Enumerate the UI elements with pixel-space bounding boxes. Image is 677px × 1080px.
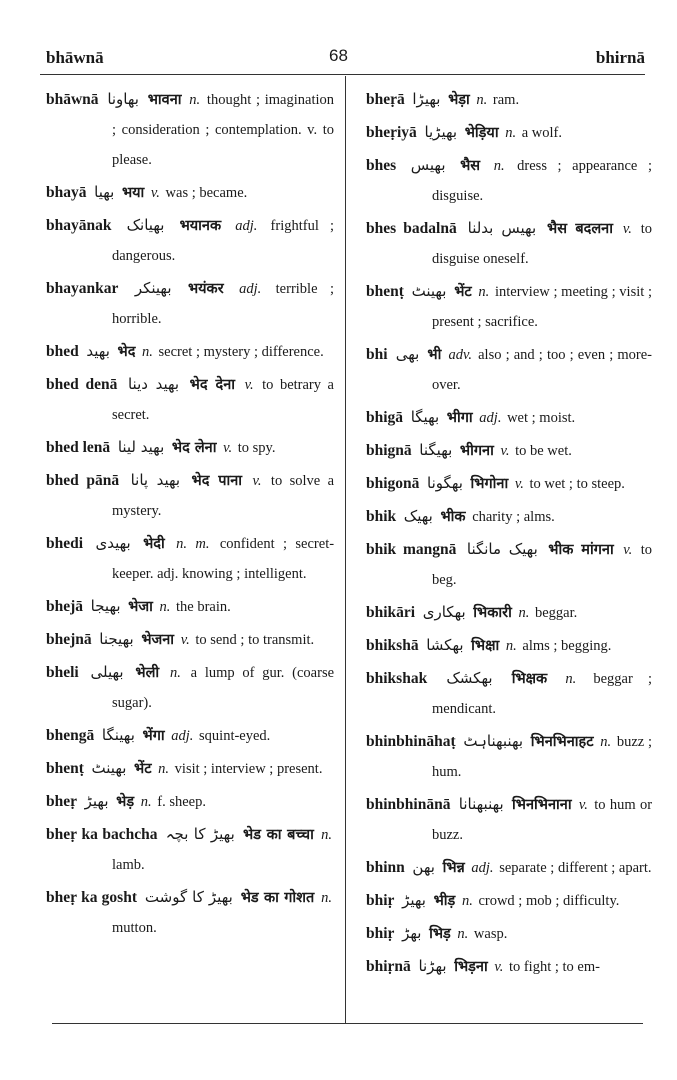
part-of-speech: n. bbox=[140, 794, 152, 810]
part-of-speech: n. bbox=[478, 284, 490, 300]
headword: bhed denā bbox=[46, 376, 118, 393]
hindi-spelling: भयानक bbox=[179, 218, 222, 234]
urdu-spelling: بھینکر bbox=[134, 279, 172, 297]
part-of-speech: v. bbox=[252, 473, 262, 489]
page-header bbox=[0, 44, 677, 72]
headword: bhinbhināhaṭ bbox=[366, 733, 456, 750]
dictionary-entry bbox=[46, 465, 334, 526]
headword: bhes badalnā bbox=[366, 220, 457, 237]
headword: bhik bbox=[366, 508, 397, 525]
dictionary-entry bbox=[366, 534, 652, 595]
dictionary-entry bbox=[46, 591, 334, 622]
dictionary-entry bbox=[366, 402, 652, 433]
hindi-spelling: भिनभिनाहट bbox=[530, 734, 594, 750]
headword: bhāwnā bbox=[46, 91, 99, 108]
hindi-spelling: भेजना bbox=[141, 632, 175, 648]
headword: bhinn bbox=[366, 859, 405, 876]
urdu-spelling: بھید پانا bbox=[130, 471, 181, 489]
definition: visit ; interview ; present. bbox=[174, 761, 323, 777]
hindi-spelling: भेली bbox=[135, 665, 160, 681]
headword: bhikāri bbox=[366, 604, 416, 621]
dictionary-entry bbox=[366, 213, 652, 274]
headword: bhinbhinānā bbox=[366, 796, 451, 813]
urdu-spelling: بھیانک bbox=[126, 216, 165, 234]
hindi-spelling: भीगा bbox=[446, 410, 473, 426]
headword: bheṛ bbox=[46, 793, 77, 810]
hindi-spelling: भीड़ bbox=[433, 893, 456, 909]
hindi-spelling: भिन्न bbox=[442, 860, 465, 876]
headword: bhiṛ bbox=[366, 892, 395, 909]
urdu-spelling: بھینٹ bbox=[411, 282, 447, 300]
hindi-spelling: भेद पाना bbox=[191, 473, 243, 489]
headword: bhejā bbox=[46, 598, 84, 615]
hindi-spelling: भेद लेना bbox=[171, 440, 217, 456]
part-of-speech: adj. bbox=[171, 728, 194, 744]
right-column bbox=[366, 84, 652, 984]
hindi-spelling: भिकारी bbox=[473, 605, 512, 621]
part-of-speech: v. bbox=[244, 377, 254, 393]
dictionary-entry bbox=[366, 276, 652, 337]
dictionary-entry bbox=[46, 273, 334, 334]
hindi-spelling: भेजा bbox=[128, 599, 153, 615]
definition: squint-eyed. bbox=[199, 728, 271, 744]
hindi-spelling: भिड़ bbox=[429, 926, 451, 942]
headword: bhenṭ bbox=[46, 760, 84, 777]
urdu-spelling: بھید لینا bbox=[117, 438, 165, 456]
definition: beggar. bbox=[534, 605, 578, 621]
definition: wasp. bbox=[473, 926, 508, 942]
urdu-spelling: بھگونا bbox=[427, 474, 463, 492]
definition: to disguise oneself. bbox=[432, 221, 653, 267]
headword: bhigonā bbox=[366, 475, 420, 492]
dictionary-entry bbox=[46, 336, 334, 367]
part-of-speech: n. bbox=[518, 605, 530, 621]
urdu-spelling: بھیڑا bbox=[412, 90, 441, 108]
headword: bhayankar bbox=[46, 280, 119, 297]
urdu-spelling: بھاونا bbox=[107, 90, 139, 108]
dictionary-entry bbox=[366, 951, 652, 982]
hindi-spelling: भी bbox=[427, 347, 442, 363]
part-of-speech: n. bbox=[169, 665, 181, 681]
headword: bheli bbox=[46, 664, 79, 681]
hindi-spelling: भीगना bbox=[459, 443, 494, 459]
part-of-speech: n. bbox=[189, 92, 201, 108]
part-of-speech: n. bbox=[505, 638, 517, 654]
definition: to hum or buzz. bbox=[432, 797, 653, 843]
hindi-spelling: भेड का गोशत bbox=[240, 890, 315, 906]
urdu-spelling: بھکشا bbox=[426, 636, 464, 654]
headword: bheṛ ka gosht bbox=[46, 889, 137, 906]
headword: bhed bbox=[46, 343, 79, 360]
urdu-spelling: بھید دینا bbox=[127, 375, 180, 393]
guide-word-left: bhāwnā bbox=[46, 48, 104, 67]
dictionary-entry bbox=[46, 720, 334, 751]
dictionary-entry bbox=[366, 117, 652, 148]
dictionary-entry bbox=[366, 726, 652, 787]
urdu-spelling: بھیڑ bbox=[84, 792, 109, 810]
definition: secret ; mystery ; difference. bbox=[158, 344, 324, 360]
hindi-spelling: भयंकर bbox=[187, 281, 224, 297]
definition: confident ; secret-keeper. adj. knowing ; intelligent. bbox=[112, 536, 335, 582]
part-of-speech: n. bbox=[321, 890, 333, 906]
part-of-speech: v. bbox=[514, 476, 524, 492]
definition: to fight ; to em- bbox=[508, 959, 600, 975]
dictionary-entry bbox=[366, 84, 652, 115]
urdu-spelling: بھیک bbox=[403, 507, 433, 525]
headword: bhi bbox=[366, 346, 388, 363]
headword: bhayā bbox=[46, 184, 87, 201]
dictionary-entry bbox=[366, 918, 652, 949]
headword: bhikshak bbox=[366, 670, 428, 687]
dictionary-entry bbox=[366, 501, 652, 532]
hindi-spelling: भेड का बच्चा bbox=[243, 827, 314, 843]
part-of-speech: n. bbox=[493, 158, 505, 174]
hindi-spelling: भिनभिनाना bbox=[512, 797, 572, 813]
urdu-spelling: بھڑ bbox=[402, 924, 422, 942]
hindi-spelling: भावना bbox=[147, 92, 182, 108]
dictionary-entry bbox=[46, 432, 334, 463]
dictionary-entry bbox=[46, 786, 334, 817]
dictionary-entry bbox=[366, 663, 652, 724]
headword: bhiṛnā bbox=[366, 958, 411, 975]
part-of-speech: adj. bbox=[239, 281, 262, 297]
definition: wet ; moist. bbox=[507, 410, 576, 426]
part-of-speech: n. bbox=[159, 599, 171, 615]
part-of-speech: v. bbox=[180, 632, 190, 648]
part-of-speech: n. bbox=[461, 893, 473, 909]
part-of-speech: adv. bbox=[448, 347, 472, 363]
headword: bhigā bbox=[366, 409, 404, 426]
definition: frightful ; dangerous. bbox=[112, 218, 335, 264]
urdu-spelling: بھیڑ کا گوشت bbox=[144, 888, 233, 906]
definition: the brain. bbox=[176, 599, 231, 615]
part-of-speech: v. bbox=[622, 221, 632, 237]
definition: also ; and ; too ; even ; more-over. bbox=[432, 347, 653, 393]
left-column bbox=[46, 84, 334, 945]
dictionary-entry bbox=[46, 753, 334, 784]
headword: bhed pānā bbox=[46, 472, 120, 489]
part-of-speech: n. bbox=[505, 125, 517, 141]
part-of-speech: v. bbox=[494, 959, 504, 975]
urdu-spelling: بھیس بدلنا bbox=[467, 219, 537, 237]
dictionary-entry bbox=[366, 435, 652, 466]
definition: separate ; different ; apart. bbox=[499, 860, 652, 876]
urdu-spelling: بھیک مانگنا bbox=[466, 540, 538, 558]
urdu-spelling: بھینگا bbox=[101, 726, 135, 744]
definition: thought ; imagination ; consideration ; contemplation. v. to please. bbox=[112, 92, 335, 168]
dictionary-entry bbox=[46, 657, 334, 718]
part-of-speech: adj. bbox=[479, 410, 502, 426]
headword: bhik mangnā bbox=[366, 541, 457, 558]
dictionary-entry bbox=[46, 819, 334, 880]
part-of-speech: n. bbox=[600, 734, 612, 750]
definition: to wet ; to steep. bbox=[529, 476, 625, 492]
dictionary-entry bbox=[366, 339, 652, 400]
definition: f. sheep. bbox=[157, 794, 206, 810]
part-of-speech: v. bbox=[623, 542, 633, 558]
dictionary-entry bbox=[366, 150, 652, 211]
definition: was ; became. bbox=[165, 185, 248, 201]
definition: mutton. bbox=[112, 920, 157, 936]
hindi-spelling: भेंट bbox=[454, 284, 472, 300]
dictionary-entry bbox=[46, 369, 334, 430]
urdu-spelling: بھیدی bbox=[95, 534, 131, 552]
hindi-spelling: भेड़ bbox=[116, 794, 135, 810]
part-of-speech: adj. bbox=[235, 218, 258, 234]
definition: to be wet. bbox=[515, 443, 572, 459]
footer-rule bbox=[52, 1023, 643, 1024]
hindi-spelling: भेड़िया bbox=[464, 125, 499, 141]
dictionary-entry bbox=[46, 177, 334, 208]
definition: to send ; to transmit. bbox=[195, 632, 315, 648]
part-of-speech: n. bbox=[476, 92, 488, 108]
dictionary-entry bbox=[46, 528, 334, 589]
part-of-speech: v. bbox=[578, 797, 588, 813]
part-of-speech: v. bbox=[223, 440, 233, 456]
urdu-spelling: بھینٹ bbox=[91, 759, 127, 777]
urdu-spelling: بھیجنا bbox=[99, 630, 134, 648]
dictionary-entry bbox=[366, 468, 652, 499]
urdu-spelling: بھیگا bbox=[410, 408, 440, 426]
definition: dress ; appearance ; disguise. bbox=[432, 158, 652, 204]
headword: bhiṛ bbox=[366, 925, 395, 942]
headword: bhenṭ bbox=[366, 283, 404, 300]
hindi-spelling: भेद देना bbox=[189, 377, 236, 393]
urdu-spelling: بھیس bbox=[410, 156, 446, 174]
definition: to spy. bbox=[237, 440, 276, 456]
dictionary-entry bbox=[46, 210, 334, 271]
definition: a lump of gur. (coarse sugar). bbox=[112, 665, 335, 711]
definition: terrible ; horrible. bbox=[112, 281, 334, 327]
hindi-spelling: भया bbox=[121, 185, 145, 201]
urdu-spelling: بھن bbox=[412, 858, 435, 876]
urdu-spelling: بھیگنا bbox=[419, 441, 453, 459]
definition: charity ; alms. bbox=[472, 509, 555, 525]
dictionary-entry bbox=[46, 882, 334, 943]
hindi-spelling: भेदी bbox=[143, 536, 165, 552]
headword: bhikshā bbox=[366, 637, 419, 654]
headword: bhignā bbox=[366, 442, 412, 459]
headword: bhed lenā bbox=[46, 439, 111, 456]
urdu-spelling: بھیلی bbox=[90, 663, 124, 681]
hindi-spelling: भेद bbox=[117, 344, 136, 360]
part-of-speech: n. bbox=[565, 671, 577, 687]
part-of-speech: n. m. bbox=[176, 536, 210, 552]
headword: bhengā bbox=[46, 727, 95, 744]
dictionary-entry bbox=[366, 789, 652, 850]
definition: to betrary a secret. bbox=[112, 377, 334, 423]
hindi-spelling: भीक मांगना bbox=[548, 542, 614, 558]
hindi-spelling: भेंगा bbox=[142, 728, 165, 744]
header-rule bbox=[40, 74, 645, 75]
urdu-spelling: بھکشک bbox=[446, 669, 493, 687]
dictionary-entry bbox=[366, 885, 652, 916]
definition: alms ; begging. bbox=[522, 638, 612, 654]
definition: buzz ; hum. bbox=[432, 734, 653, 780]
urdu-spelling: بھنبھنانا bbox=[458, 795, 504, 813]
definition: crowd ; mob ; difficulty. bbox=[478, 893, 620, 909]
urdu-spelling: بھیڑ کا بچہ bbox=[165, 825, 235, 843]
headword: bhedi bbox=[46, 535, 84, 552]
headword: bheṛā bbox=[366, 91, 405, 108]
definition: to solve a mystery. bbox=[112, 473, 335, 519]
definition: lamb. bbox=[112, 857, 145, 873]
hindi-spelling: भेड़ा bbox=[448, 92, 470, 108]
hindi-spelling: भैस बदलना bbox=[547, 221, 613, 237]
guide-word-right: bhirnā bbox=[595, 48, 645, 67]
hindi-spelling: भैस bbox=[460, 158, 481, 174]
definition: a wolf. bbox=[521, 125, 562, 141]
page-number: 68 bbox=[329, 46, 348, 65]
dictionary-entry bbox=[366, 597, 652, 628]
headword: bheṛiyā bbox=[366, 124, 417, 141]
headword: bhejnā bbox=[46, 631, 92, 648]
part-of-speech: adj. bbox=[471, 860, 494, 876]
urdu-spelling: بھیڑیا bbox=[424, 123, 458, 141]
hindi-spelling: भिक्षा bbox=[471, 638, 500, 654]
urdu-spelling: بھیڑ bbox=[402, 891, 426, 909]
part-of-speech: v. bbox=[150, 185, 160, 201]
urdu-spelling: بھنبھناہٹ bbox=[463, 732, 524, 750]
dictionary-entry bbox=[46, 84, 334, 175]
dictionary-entry bbox=[366, 630, 652, 661]
dictionary-entry bbox=[46, 624, 334, 655]
definition: to beg. bbox=[432, 542, 653, 588]
column-divider bbox=[345, 76, 346, 1023]
part-of-speech: n. bbox=[142, 344, 153, 360]
hindi-spelling: भिगोना bbox=[470, 476, 509, 492]
hindi-spelling: भिक्षक bbox=[511, 671, 548, 687]
part-of-speech: v. bbox=[500, 443, 510, 459]
urdu-spelling: بھیا bbox=[94, 183, 115, 201]
urdu-spelling: بھید bbox=[86, 342, 110, 360]
hindi-spelling: भीक bbox=[440, 509, 466, 525]
headword: bheṛ ka bachcha bbox=[46, 826, 158, 843]
definition: interview ; meeting ; visit ; present ; sacrifice. bbox=[432, 284, 653, 330]
urdu-spelling: بھی bbox=[395, 345, 420, 363]
definition: ram. bbox=[492, 92, 520, 108]
urdu-spelling: بھیجا bbox=[90, 597, 121, 615]
hindi-spelling: भेंट bbox=[134, 761, 152, 777]
headword: bhayānak bbox=[46, 217, 112, 234]
hindi-spelling: भिड़ना bbox=[454, 959, 488, 975]
part-of-speech: n. bbox=[321, 827, 333, 843]
definition: beggar ; mendicant. bbox=[432, 671, 653, 717]
part-of-speech: n. bbox=[158, 761, 170, 777]
urdu-spelling: بھڑنا bbox=[418, 957, 447, 975]
urdu-spelling: بھکاری bbox=[422, 603, 466, 621]
headword: bhes bbox=[366, 157, 397, 174]
dictionary-entry bbox=[366, 852, 652, 883]
part-of-speech: n. bbox=[457, 926, 469, 942]
